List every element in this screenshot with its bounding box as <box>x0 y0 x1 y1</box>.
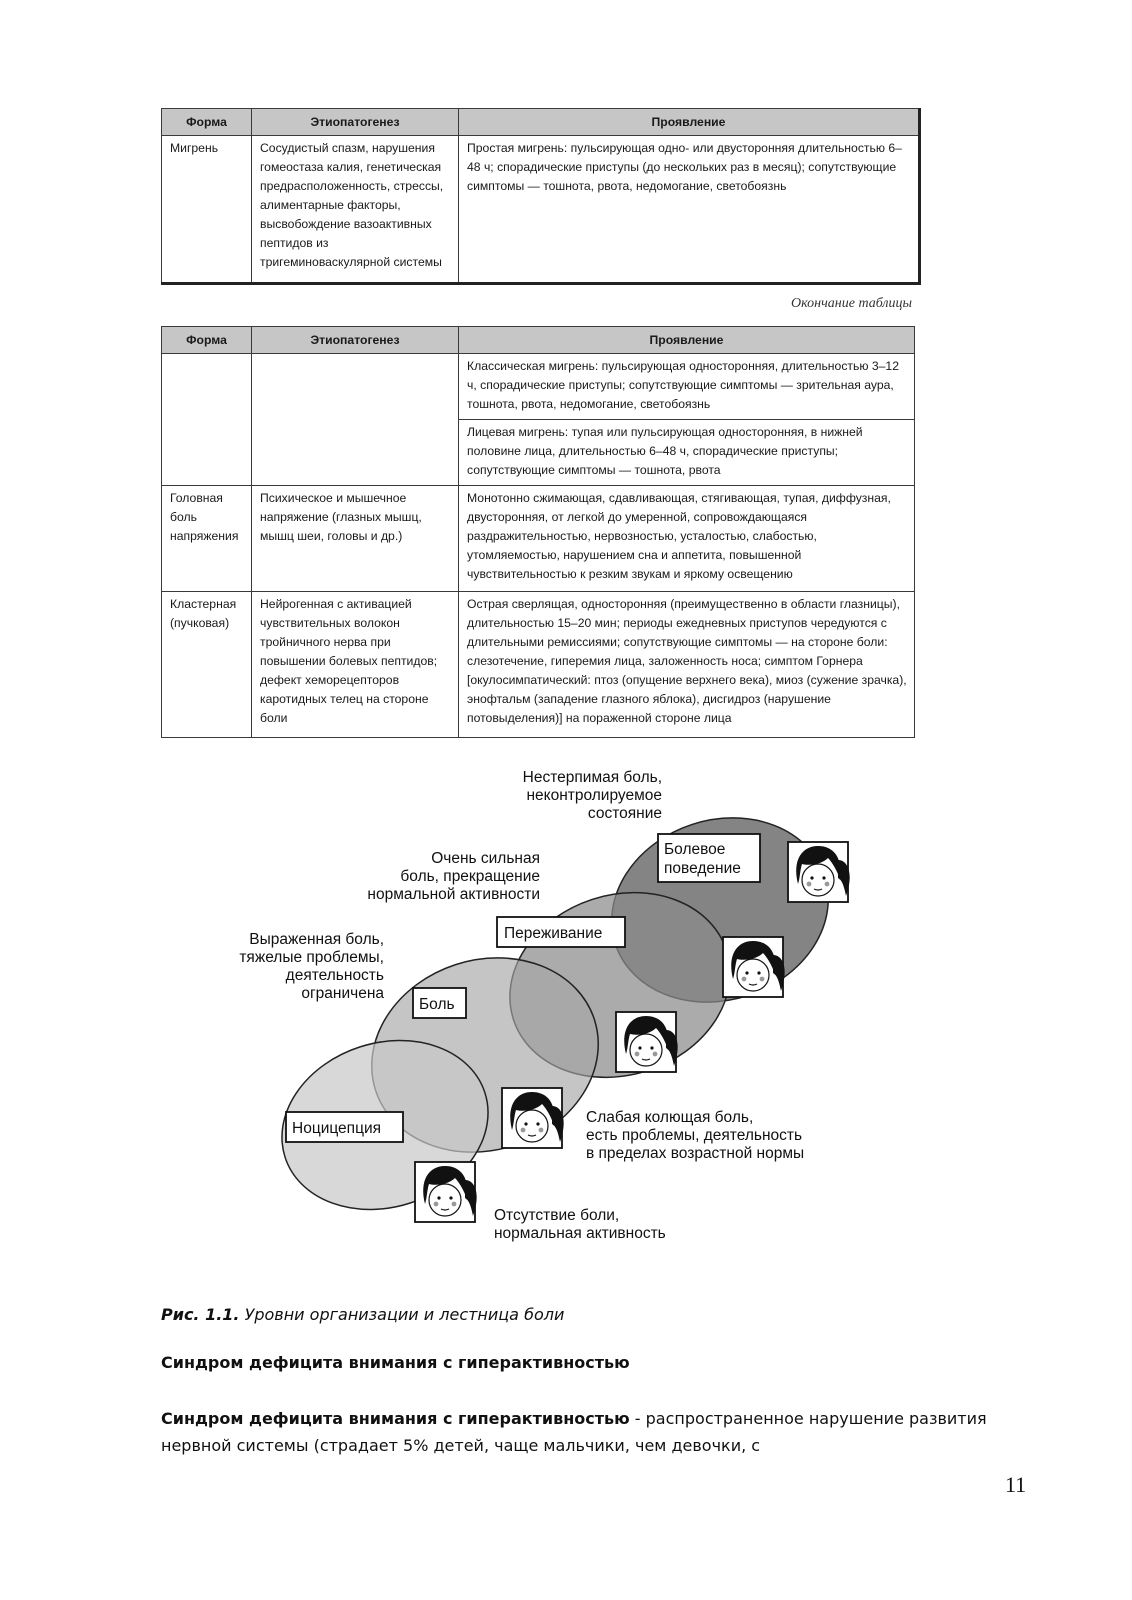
svg-text:Слабая колющая боль,: Слабая колющая боль, <box>586 1109 754 1126</box>
cell-manifestation: Лицевая мигрень: тупая или пульсирующая односторонняя, в нижней половине лица, длительностью 6–48 ч, спорадические приступы; сопутствующие симптомы — тошнота, рвота <box>459 420 915 486</box>
table-row <box>162 136 920 284</box>
label-level-4 <box>367 850 540 903</box>
section-heading: Синдром дефицита внимания с гиперактивностью <box>161 1353 630 1372</box>
column-header-form: Форма <box>162 327 252 354</box>
box-pain-behavior <box>658 834 760 882</box>
face-icon <box>415 1162 477 1222</box>
paragraph-text: - распространенное нарушение развития нервной системы (страдает 5% детей, чаще мальчики, чем девочки, с <box>161 1409 987 1455</box>
table-row <box>162 354 915 420</box>
svg-text:Ноцицепция: Ноцицепция <box>292 1120 381 1137</box>
table-continuation-label: Окончание таблицы <box>791 296 912 311</box>
svg-text:ограничена: ограничена <box>301 985 384 1002</box>
pain-ladder-figure <box>200 770 920 1270</box>
label-level-5 <box>523 770 662 822</box>
svg-text:тяжелые проблемы,: тяжелые проблемы, <box>239 949 384 966</box>
face-icon <box>723 937 785 997</box>
cell-form: Кластерная (пучковая) <box>162 592 252 738</box>
label-level-3 <box>239 931 384 1002</box>
svg-text:боль, прекращение: боль, прекращение <box>400 868 540 885</box>
cell-manifestation: Простая мигрень: пульсирующая одно- или двусторонняя длительностью 6–48 ч; спорадические приступы (до нескольких раз в месяц); сопутствующие симптомы — тошнота, рвота, недомогание, светобоязнь <box>459 136 920 284</box>
table-row <box>162 592 915 738</box>
box-suffering <box>497 917 625 947</box>
svg-text:состояние: состояние <box>587 805 662 822</box>
label-level-2 <box>586 1109 804 1162</box>
svg-text:нормальная активность: нормальная активность <box>494 1225 666 1242</box>
cell-etiology <box>252 354 459 486</box>
svg-text:Очень сильная: Очень сильная <box>431 850 540 867</box>
figure-caption-text: Уровни организации и лестница боли <box>239 1305 565 1324</box>
box-pain <box>413 988 466 1018</box>
cell-manifestation: Классическая мигрень: пульсирующая односторонняя, длительностью 3–12 ч, спорадические приступы; сопутствующие симптомы — зрительная аура, тошнота, рвота, недомогание, светобоязнь <box>459 354 915 420</box>
box-nociception <box>286 1112 403 1142</box>
cell-etiology: Сосудистый спазм, нарушения гомеостаза калия, генетическая предрасположенность, стрессы, алиментарные факторы, высвобождение вазоактивных пептидов из тригеминоваскулярной системы <box>252 136 459 284</box>
figure-caption-number: Рис. 1.1. <box>161 1305 240 1324</box>
column-header-etiology: Этиопатогенез <box>252 109 459 136</box>
face-icon <box>502 1088 564 1148</box>
table-header-row <box>162 327 915 354</box>
figure-caption <box>161 1305 564 1324</box>
svg-text:есть проблемы, деятельность: есть проблемы, деятельность <box>586 1127 803 1144</box>
face-icon <box>616 1012 678 1072</box>
body-paragraph <box>161 1405 991 1459</box>
column-header-form: Форма <box>162 109 252 136</box>
column-header-manifestation: Проявление <box>459 327 915 354</box>
table-header-row <box>162 109 920 136</box>
svg-text:Болевое: Болевое <box>664 841 726 858</box>
face-icon <box>788 842 850 902</box>
svg-text:Выраженная боль,: Выраженная боль, <box>249 931 384 948</box>
svg-text:в пределах возрастной нормы: в пределах возрастной нормы <box>586 1145 805 1162</box>
svg-text:деятельность: деятельность <box>285 967 384 984</box>
cell-etiology: Психическое и мышечное напряжение (глазных мышц, мышц шеи, головы и др.) <box>252 486 459 592</box>
cell-form <box>162 354 252 486</box>
column-header-etiology: Этиопатогенез <box>252 327 459 354</box>
svg-text:Отсутствие боли,: Отсутствие боли, <box>494 1207 620 1224</box>
cell-manifestation: Монотонно сжимающая, сдавливающая, стягивающая, тупая, диффузная, двусторонняя, от легкой до умеренной, сопровождающаяся раздражительностью, нервозностью, усталостью, слабостью, утомляемостью, нарушением сна и аппетита, повышенной чувствительностью к резким звукам и яркому освещению <box>459 486 915 592</box>
svg-text:Боль: Боль <box>419 996 455 1013</box>
cell-form: Мигрень <box>162 136 252 284</box>
svg-text:поведение: поведение <box>664 860 741 877</box>
table-migraine <box>161 108 921 285</box>
cell-etiology: Нейрогенная с активацией чувствительных волокон тройничного нерва при повышении болевых пептидов; дефект хеморецепторов каротидных телец на стороне боли <box>252 592 459 738</box>
paragraph-term: Синдром дефицита внимания с гиперактивностью <box>161 1409 630 1428</box>
svg-text:неконтролируемое: неконтролируемое <box>526 787 662 804</box>
svg-text:нормальной активности: нормальной активности <box>367 886 540 903</box>
table-headache-forms <box>161 326 915 738</box>
cell-form: Головная боль напряжения <box>162 486 252 592</box>
svg-text:Переживание: Переживание <box>504 925 603 942</box>
column-header-manifestation: Проявление <box>459 109 920 136</box>
label-level-1 <box>494 1207 666 1242</box>
cell-manifestation: Острая сверлящая, односторонняя (преимущественно в области глазницы), длительностью 15–20 мин; периоды ежедневных приступов чередуются с длительными ремиссиями; сопутствующие симптомы — на стороне боли: слезотечение, гиперемия лица, заложенность носа; симптом Горнера [окулосимпатический: птоз (опущение верхнего века), миоз (сужение зрачка), энофтальм (западение глазного яблока), дисгидроз (нарушение потовыделения)] на пораженной стороне лица <box>459 592 915 738</box>
page-number: 11 <box>1005 1472 1027 1497</box>
svg-text:Нестерпимая боль,: Нестерпимая боль, <box>522 770 662 786</box>
table-row <box>162 486 915 592</box>
